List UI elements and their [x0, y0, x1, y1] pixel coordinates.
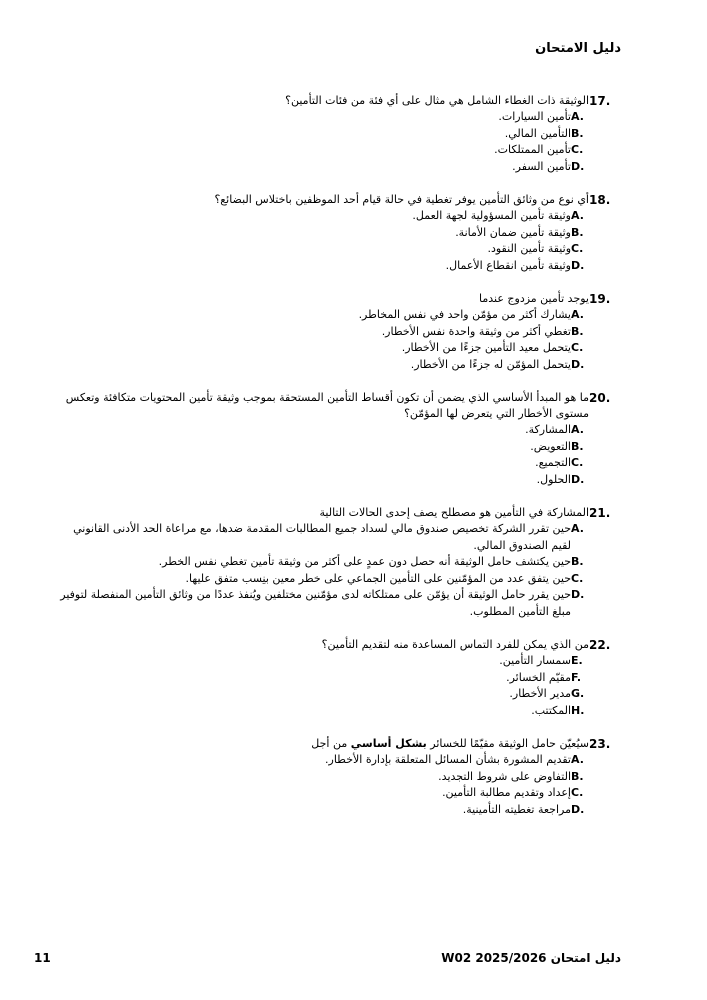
option-letter: D.: [571, 472, 585, 486]
option-letter: A.: [571, 308, 584, 321]
answer-options: [51, 653, 621, 719]
answer-option: [51, 340, 589, 357]
answer-options: [51, 752, 621, 818]
option-text: مقيّم الخسائر.: [506, 670, 571, 684]
option-letter: B.: [571, 439, 584, 453]
question-text: ما هو المبدأ الأساسي الذي يضمن أن تكون أقساط التأمين المستحقة بموجب وثيقة تأمين المحتويات متكافئة وتعكس مستوى الأخطار التي يتعرض لها المؤمّن؟: [65, 391, 589, 420]
option-text: المكتتب.: [531, 703, 571, 717]
option-text: يشارك أكثر من مؤمّن واحد في نفس المخاطر.: [358, 308, 571, 321]
answer-option: [51, 521, 589, 554]
option-text: يتحمل معيد التأمين جزءًا من الأخطار.: [401, 341, 571, 354]
option-text: يتحمل المؤمّن له جزءًا من الأخطار.: [410, 357, 571, 371]
question-list: [51, 93, 621, 835]
option-letter: A.: [571, 110, 584, 123]
option-letter: C.: [571, 571, 584, 585]
question-text: [51, 736, 589, 752]
option-text: وثيقة تأمين انقطاع الأعمال.: [445, 258, 571, 272]
option-text: حين يتفق عدد من المؤمّنين على التأمين الجماعي على خطر معين بنِسب متفق عليها.: [185, 571, 571, 585]
option-text: التفاوض على شروط التجديد.: [438, 769, 571, 783]
option-text: وثيقة تأمين المسؤولية لجهة العمل.: [412, 209, 571, 222]
option-text: سمسار التأمين.: [499, 654, 571, 667]
answer-option: [51, 802, 589, 819]
answer-option: [51, 703, 589, 720]
question-17: [51, 93, 621, 175]
answer-option: [51, 126, 589, 143]
option-letter: D.: [571, 159, 585, 173]
option-letter: B.: [571, 126, 584, 140]
question-18: [51, 192, 621, 274]
option-text: تقديم المشورة بشأن المسائل المتعلقة بإدارة الأخطار.: [325, 753, 571, 766]
option-letter: C.: [571, 456, 584, 469]
option-text: التأمين المالي.: [504, 126, 571, 140]
question-19: [51, 291, 621, 373]
answer-options: [51, 307, 621, 373]
answer-option: [51, 225, 589, 242]
question-number: 17.: [589, 94, 611, 108]
option-text: المشاركة.: [525, 423, 571, 436]
answer-option: [51, 554, 589, 571]
option-letter: B.: [571, 769, 584, 783]
option-text: التعويض.: [530, 439, 571, 453]
question-23: [51, 736, 621, 818]
question-number: 21.: [589, 506, 611, 520]
question-20: [51, 390, 621, 488]
option-text: إعداد وتقديم مطالبة التأمين.: [442, 786, 571, 799]
question-number: 22.: [589, 638, 611, 652]
answer-option: [51, 472, 589, 489]
question-text-emphasis: بشكل أساسي: [350, 737, 427, 750]
option-letter: D.: [571, 802, 585, 816]
option-text: حين يكتشف حامل الوثيقة أنه حصل دون عمدٍ على أكثر من وثيقة تأمين تغطي نفس الخطر.: [158, 555, 571, 568]
option-text: حين تقرر الشركة تخصيص صندوق مالي لسداد جميع المطالبات المقدمة ضدها، مع مراعاة الحد الأدنى القانوني لقيم الصندوق المالي.: [73, 522, 571, 552]
answer-options: [51, 109, 621, 175]
question-22: [51, 637, 621, 719]
answer-option: [51, 307, 589, 324]
answer-options: [51, 422, 621, 488]
option-letter: H.: [571, 703, 585, 717]
option-text: وثيقة تأمين ضمان الأمانة.: [455, 225, 571, 239]
answer-option: [51, 109, 589, 126]
option-text: تأمين السيارات.: [498, 110, 571, 123]
option-text: مدير الأخطار.: [509, 687, 571, 700]
answer-option: [51, 357, 589, 374]
option-letter: B.: [571, 324, 584, 338]
option-letter: A.: [571, 522, 584, 535]
answer-option: [51, 752, 589, 769]
answer-option: [51, 422, 589, 439]
option-letter: C.: [571, 242, 584, 255]
question-text: أي نوع من وثائق التأمين يوفر تغطية في حالة قيام أحد الموظفين باختلاس البضائع؟: [214, 193, 589, 206]
question-text: يوجد تأمين مزدوج عندما: [479, 292, 589, 305]
option-letter: C.: [571, 143, 584, 156]
option-letter: B.: [571, 225, 584, 239]
answer-option: [51, 670, 589, 687]
answer-option: [51, 142, 589, 159]
answer-option: [51, 455, 589, 472]
answer-option: [51, 686, 589, 703]
question-text: من الذي يمكن للفرد التماس المساعدة منه لتقديم التأمين؟: [321, 638, 589, 651]
question-number: 20.: [589, 391, 611, 405]
answer-option: [51, 208, 589, 225]
option-letter: D.: [571, 588, 585, 601]
option-letter: A.: [571, 423, 584, 436]
answer-option: [51, 241, 589, 258]
option-text: وثيقة تأمين النقود.: [487, 242, 571, 255]
answer-options: [51, 208, 621, 274]
option-letter: E.: [571, 654, 583, 667]
option-letter: D.: [571, 357, 585, 371]
option-text: حين يقرر حامل الوثيقة أن يؤمّن على ممتلكاته لدى مؤمّنين مختلفين ويُنفذ عددًا من وثائق التأمين المنفصلة لتوفير مبلغ التأمين المطلوب.: [60, 588, 571, 618]
option-text: الحلول.: [536, 472, 571, 486]
option-letter: F.: [571, 670, 582, 684]
question-number: 19.: [589, 292, 611, 306]
option-letter: G.: [571, 687, 585, 700]
answer-option: [51, 571, 589, 588]
question-number: 23.: [589, 737, 611, 751]
header-title: دليل الامتحان: [535, 41, 621, 56]
option-text: مراجعة تغطيته التأمينية.: [462, 802, 571, 816]
answer-option: [51, 785, 589, 802]
page-number: 11: [34, 951, 51, 965]
option-letter: C.: [571, 341, 584, 354]
option-text: تأمين السفر.: [512, 159, 571, 173]
question-number: 18.: [589, 193, 611, 207]
option-text: التجميع.: [535, 456, 571, 469]
option-text: تأمين الممتلكات.: [494, 143, 571, 156]
option-letter: A.: [571, 209, 584, 222]
question-21: [51, 505, 621, 620]
answer-options: [51, 521, 621, 620]
question-text: المشاركة في التأمين هو مصطلح يصف إحدى الحالات التالية: [319, 506, 589, 519]
answer-option: [51, 159, 589, 176]
answer-option: [51, 324, 589, 341]
answer-option: [51, 439, 589, 456]
answer-option: [51, 769, 589, 786]
option-letter: D.: [571, 258, 585, 272]
option-letter: B.: [571, 555, 584, 568]
answer-option: [51, 653, 589, 670]
question-text-start: سيُعيّن حامل الوثيقة مقيّمًا للخسائر: [426, 737, 589, 750]
answer-option: [51, 587, 589, 620]
option-letter: C.: [571, 786, 584, 799]
option-letter: A.: [571, 753, 584, 766]
question-text-end: من أجل: [311, 737, 351, 750]
question-text: الوثيقة ذات الغطاء الشامل هي مثال على أي فئة من فئات التأمين؟: [285, 94, 589, 107]
option-text: تغطي أكثر من وثيقة واحدة نفس الأخطار.: [381, 324, 571, 338]
footer-title: دليل امتحان W02 2025/2026: [441, 951, 621, 965]
answer-option: [51, 258, 589, 275]
